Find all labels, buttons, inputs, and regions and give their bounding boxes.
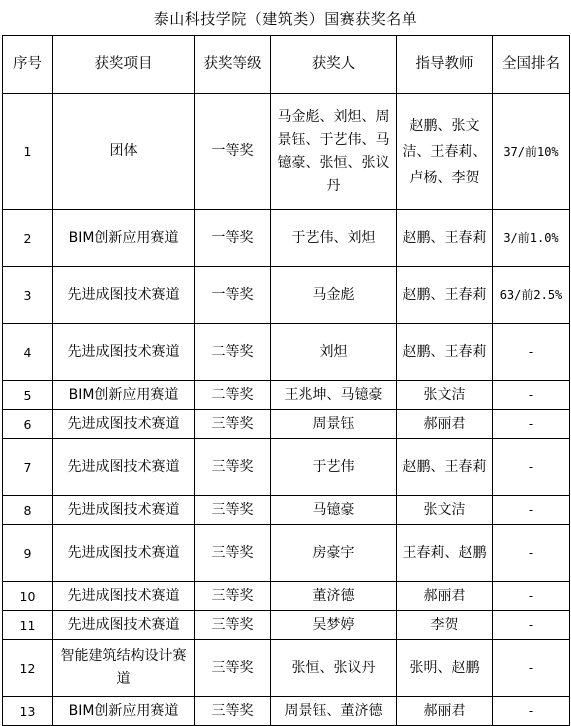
cell-teachers: 张明、赵鹏	[397, 640, 493, 697]
cell-no: 12	[3, 640, 53, 697]
cell-teachers: 李贺	[397, 611, 493, 640]
cell-winners: 于艺伟、刘炟	[271, 210, 397, 267]
cell-rank: -	[493, 582, 570, 611]
cell-winners: 周景钰、董济德	[271, 697, 397, 726]
cell-winners: 周景钰	[271, 410, 397, 439]
cell-teachers: 赵鹏、王春莉	[397, 267, 493, 324]
table-row	[3, 525, 570, 582]
cell-project: 先进成图技术赛道	[53, 525, 195, 582]
cell-no: 1	[3, 94, 53, 210]
cell-level: 二等奖	[195, 324, 271, 381]
cell-project: 先进成图技术赛道	[53, 324, 195, 381]
cell-teachers: 赵鹏、张文洁、王春莉、卢杨、李贺	[397, 94, 493, 210]
table-row	[3, 640, 570, 697]
header-project: 获奖项目	[53, 36, 195, 94]
table-row	[3, 324, 570, 381]
cell-no: 2	[3, 210, 53, 267]
table-row	[3, 94, 570, 210]
cell-no: 3	[3, 267, 53, 324]
cell-rank: -	[493, 496, 570, 525]
cell-no: 8	[3, 496, 53, 525]
header-no: 序号	[3, 36, 53, 94]
cell-no: 6	[3, 410, 53, 439]
table-row	[3, 267, 570, 324]
cell-project: 先进成图技术赛道	[53, 267, 195, 324]
header-level: 获奖等级	[195, 36, 271, 94]
cell-project: 智能建筑结构设计赛道	[53, 640, 195, 697]
cell-teachers: 郝丽君	[397, 582, 493, 611]
cell-project: BIM创新应用赛道	[53, 697, 195, 726]
cell-level: 三等奖	[195, 582, 271, 611]
cell-teachers: 张文洁	[397, 496, 493, 525]
cell-no: 13	[3, 697, 53, 726]
cell-project: 先进成图技术赛道	[53, 496, 195, 525]
cell-no: 5	[3, 381, 53, 410]
table-row	[3, 439, 570, 496]
table-row	[3, 697, 570, 726]
cell-teachers: 赵鹏、王春莉	[397, 439, 493, 496]
cell-project: BIM创新应用赛道	[53, 381, 195, 410]
cell-level: 二等奖	[195, 381, 271, 410]
cell-rank: -	[493, 410, 570, 439]
cell-project: 先进成图技术赛道	[53, 611, 195, 640]
cell-winners: 马金彪、刘炟、周景钰、于艺伟、马镱豪、张恒、张议丹	[271, 94, 397, 210]
table-row	[3, 210, 570, 267]
cell-level: 三等奖	[195, 496, 271, 525]
cell-teachers: 王春莉、赵鹏	[397, 525, 493, 582]
cell-winners: 于艺伟	[271, 439, 397, 496]
cell-no: 7	[3, 439, 53, 496]
cell-winners: 刘炟	[271, 324, 397, 381]
cell-rank: -	[493, 611, 570, 640]
cell-rank: 37/前10%	[493, 94, 570, 210]
cell-level: 三等奖	[195, 697, 271, 726]
cell-project: 先进成图技术赛道	[53, 410, 195, 439]
table-row	[3, 611, 570, 640]
cell-winners: 吴梦婷	[271, 611, 397, 640]
cell-rank: -	[493, 640, 570, 697]
cell-teachers: 赵鹏、王春莉	[397, 324, 493, 381]
cell-rank: 63/前2.5%	[493, 267, 570, 324]
cell-teachers: 郝丽君	[397, 410, 493, 439]
cell-project: 先进成图技术赛道	[53, 582, 195, 611]
cell-level: 三等奖	[195, 611, 271, 640]
cell-rank: -	[493, 324, 570, 381]
cell-teachers: 赵鹏、王春莉	[397, 210, 493, 267]
cell-no: 11	[3, 611, 53, 640]
awards-table	[2, 35, 570, 726]
cell-rank: 3/前1.0%	[493, 210, 570, 267]
cell-no: 4	[3, 324, 53, 381]
cell-level: 三等奖	[195, 525, 271, 582]
cell-teachers: 张文洁	[397, 381, 493, 410]
cell-level: 三等奖	[195, 640, 271, 697]
table-row	[3, 381, 570, 410]
table-row	[3, 582, 570, 611]
cell-rank: -	[493, 439, 570, 496]
cell-project: 先进成图技术赛道	[53, 439, 195, 496]
cell-rank: -	[493, 697, 570, 726]
cell-no: 10	[3, 582, 53, 611]
cell-winners: 王兆坤、马镱豪	[271, 381, 397, 410]
header-rank: 全国排名	[493, 36, 570, 94]
cell-level: 一等奖	[195, 94, 271, 210]
cell-level: 三等奖	[195, 439, 271, 496]
cell-level: 一等奖	[195, 210, 271, 267]
cell-winners: 马镱豪	[271, 496, 397, 525]
table-row	[3, 410, 570, 439]
cell-level: 三等奖	[195, 410, 271, 439]
cell-winners: 董济德	[271, 582, 397, 611]
cell-level: 一等奖	[195, 267, 271, 324]
document-title: 泰山科技学院（建筑类）国赛获奖名单	[153, 10, 418, 28]
cell-no: 9	[3, 525, 53, 582]
cell-project: 团体	[53, 94, 195, 210]
cell-winners: 马金彪	[271, 267, 397, 324]
header-teachers: 指导教师	[397, 36, 493, 94]
table-row	[3, 496, 570, 525]
cell-teachers: 郝丽君	[397, 697, 493, 726]
cell-rank: -	[493, 381, 570, 410]
table-header-row	[3, 36, 570, 94]
header-winners: 获奖人	[271, 36, 397, 94]
cell-winners: 房豪宇	[271, 525, 397, 582]
cell-winners: 张恒、张议丹	[271, 640, 397, 697]
cell-rank: -	[493, 525, 570, 582]
cell-project: BIM创新应用赛道	[53, 210, 195, 267]
